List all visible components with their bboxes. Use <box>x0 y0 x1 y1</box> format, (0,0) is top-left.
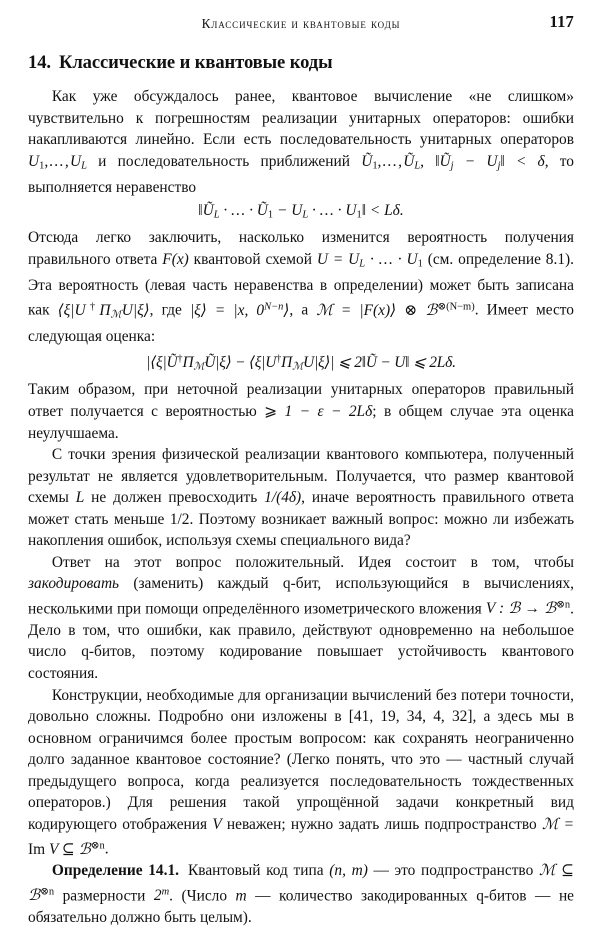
running-head <box>28 12 574 36</box>
p6-text-c: . <box>104 840 109 858</box>
math-two-to-m: 2$^m$ <box>153 886 170 905</box>
p1-text-b: и последовательность приближений <box>86 153 362 171</box>
math-M-subset-B: ℳ ⊆ ℬ$^{\otimes n}$ <box>28 862 574 905</box>
math-m-count: m <box>235 887 247 905</box>
display-equation-2 <box>28 349 574 379</box>
section-title-text: Классические и квантовые коды <box>58 52 333 73</box>
p5-text-b: (заменить) каждый q-бит, использующийся в вычислениях, несколькими при помощи определённого изометрического вложения <box>28 575 574 618</box>
p2-text-d: , где <box>149 301 190 319</box>
section-number: 14. <box>28 52 51 73</box>
p1-text-c: , то выполняется неравенство <box>28 153 574 197</box>
math-approx-sequence: Ũ1, . . . , $Ũ_L$, $‖Ũ_j$ − $U_j‖ < \delta$ <box>361 153 545 172</box>
p4-text-b: не должен превосходить <box>84 489 265 507</box>
running-head-title: Классические и квантовые коды <box>201 16 401 31</box>
defn-text-c: размерности <box>54 887 154 905</box>
p3-text-b: ; в общем случае эта оценка неулучшаема. <box>28 402 574 442</box>
p6-text-b: неважен; нужно задать лишь подпространство <box>221 815 542 833</box>
p6-text-a: Конструкции, необходимые для организации вычислений без потери точности, довольно сложны. Подробно они изложены в [41, 19, 34, 4, 32], а здесь мы в основном ограничимся более простым вопросом: как сохранять неограниченно долго заданное квантовое состояние? (Легко понять, что это — частный случай предыдущего вопроса, когда реализуется последовательность тождественных операторов.) Для решения такой упрощённой задачи конкретный вид кодирующего отображения <box>28 686 574 833</box>
p2-text-a: Отсюда легко заключить, насколько изменится вероятность получения правильного ответа <box>28 229 574 268</box>
p5-text-a: Ответ на этот вопрос положительный. Идея состоит в том, чтобы <box>51 553 574 571</box>
p1-text-a: Как уже обсуждалось ранее, квантовое вычисление «не слишком» чувствительно к погрешностям реализации унитарных операторов: ошибки накапливаются линейно. Если есть последовательность унитарных операторов <box>28 88 574 149</box>
paragraph-3 <box>28 379 574 444</box>
math-prob-bound: 1 − ε − 2Lδ <box>284 402 373 420</box>
p5-text-c: . Дело в том, что ошибки, как правило, действуют одновременно на небольшое число q-битов, поэтому кодирование повышает устойчивость квантового состояния. <box>28 600 574 682</box>
paragraph-2 <box>28 227 574 348</box>
equation-1-math: $‖Ũ_L$ · . . . · Ũ1 − $U_L$ · . . . · U1‖ < Lδ. <box>198 201 404 221</box>
section-heading <box>28 52 574 73</box>
defn-text-b: — это подпространство <box>367 862 539 880</box>
math-one-over-4delta: 1/(4δ) <box>264 489 302 507</box>
p4-text-c: , иначе вероятность правильного ответа может стать меньше 1/2. Поэтому возникает важный вопрос: можно ли избежать накопления ошибок, используя схемы специального вида? <box>28 489 575 550</box>
math-F-of-x: F(x) <box>162 250 189 268</box>
p2-text-b: квантовой схемой <box>188 250 317 268</box>
math-M-subspace: ℳ = |F(x)⟩ ⊗ ℬ$^{\otimes(N-m)}$ <box>316 301 475 319</box>
definition-label: Определение 14.1. <box>51 862 179 880</box>
definition-14-1 <box>28 860 574 928</box>
paragraph-5 <box>28 552 574 685</box>
p2-text-c: (см. определение 8.1). Эта вероятность (левая часть неравенства в определении) может быть записана как <box>28 250 575 319</box>
defn-text-e: — количество закодированных q-битов — не обязательно должно быть целым). <box>28 887 575 926</box>
math-xi-state: |ξ⟩ = |x, $0^{N-n}⟩$ <box>189 301 290 319</box>
p2-text-e: , а <box>289 301 317 319</box>
p5-emphasis: закодировать <box>28 575 120 593</box>
equation-2-math: $|⟨\xi|Ũ^\dagger\Pi_ℳŨ|\xi⟩$ − $⟨\xi|U^\dagger\Pi_ℳU|\xi⟩|$ ⩽ 2‖Ũ − U‖ ⩽ 2Lδ. <box>146 353 456 373</box>
text-column <box>28 52 574 928</box>
math-bra-ket-projector: $⟨\xi|U^\dagger\Pi_ℳU|\xi⟩$ <box>57 301 150 321</box>
p2-text-f: . Имеет место следующая оценка: <box>28 301 574 346</box>
display-equation-1 <box>28 200 574 226</box>
paragraph-1 <box>28 86 574 198</box>
defn-text-a: Квантовый код типа <box>187 862 330 880</box>
p4-text-a: С точки зрения физической реализации квантового компьютера, полученный результат не является удовлетворительным. Получается, что размер квантовой схемы <box>28 446 574 507</box>
math-U-circuit: $U = U_L$ · . . . · U1 <box>316 250 423 270</box>
math-code-type: (n, m) <box>329 862 368 880</box>
defn-text-d: . (Число <box>169 887 236 905</box>
math-L-size: L <box>75 489 85 507</box>
math-V-map: V <box>212 815 222 833</box>
p3-text-a: Таким образом, при неточной реализации унитарных операторов правильный ответ получается с вероятностью ⩾ <box>28 381 574 420</box>
paragraph-6 <box>28 685 574 861</box>
paragraph-4 <box>28 444 574 552</box>
page-number: 117 <box>549 12 574 31</box>
math-operator-sequence: U1, . . . , $U_L$ <box>28 153 87 172</box>
math-V-embedding: V : ℬ → ℬ$^{\otimes n}$ <box>485 599 571 618</box>
math-M-equals-imV: ℳ = Im V ⊆ ℬ$^{\otimes n}$ <box>28 815 575 858</box>
